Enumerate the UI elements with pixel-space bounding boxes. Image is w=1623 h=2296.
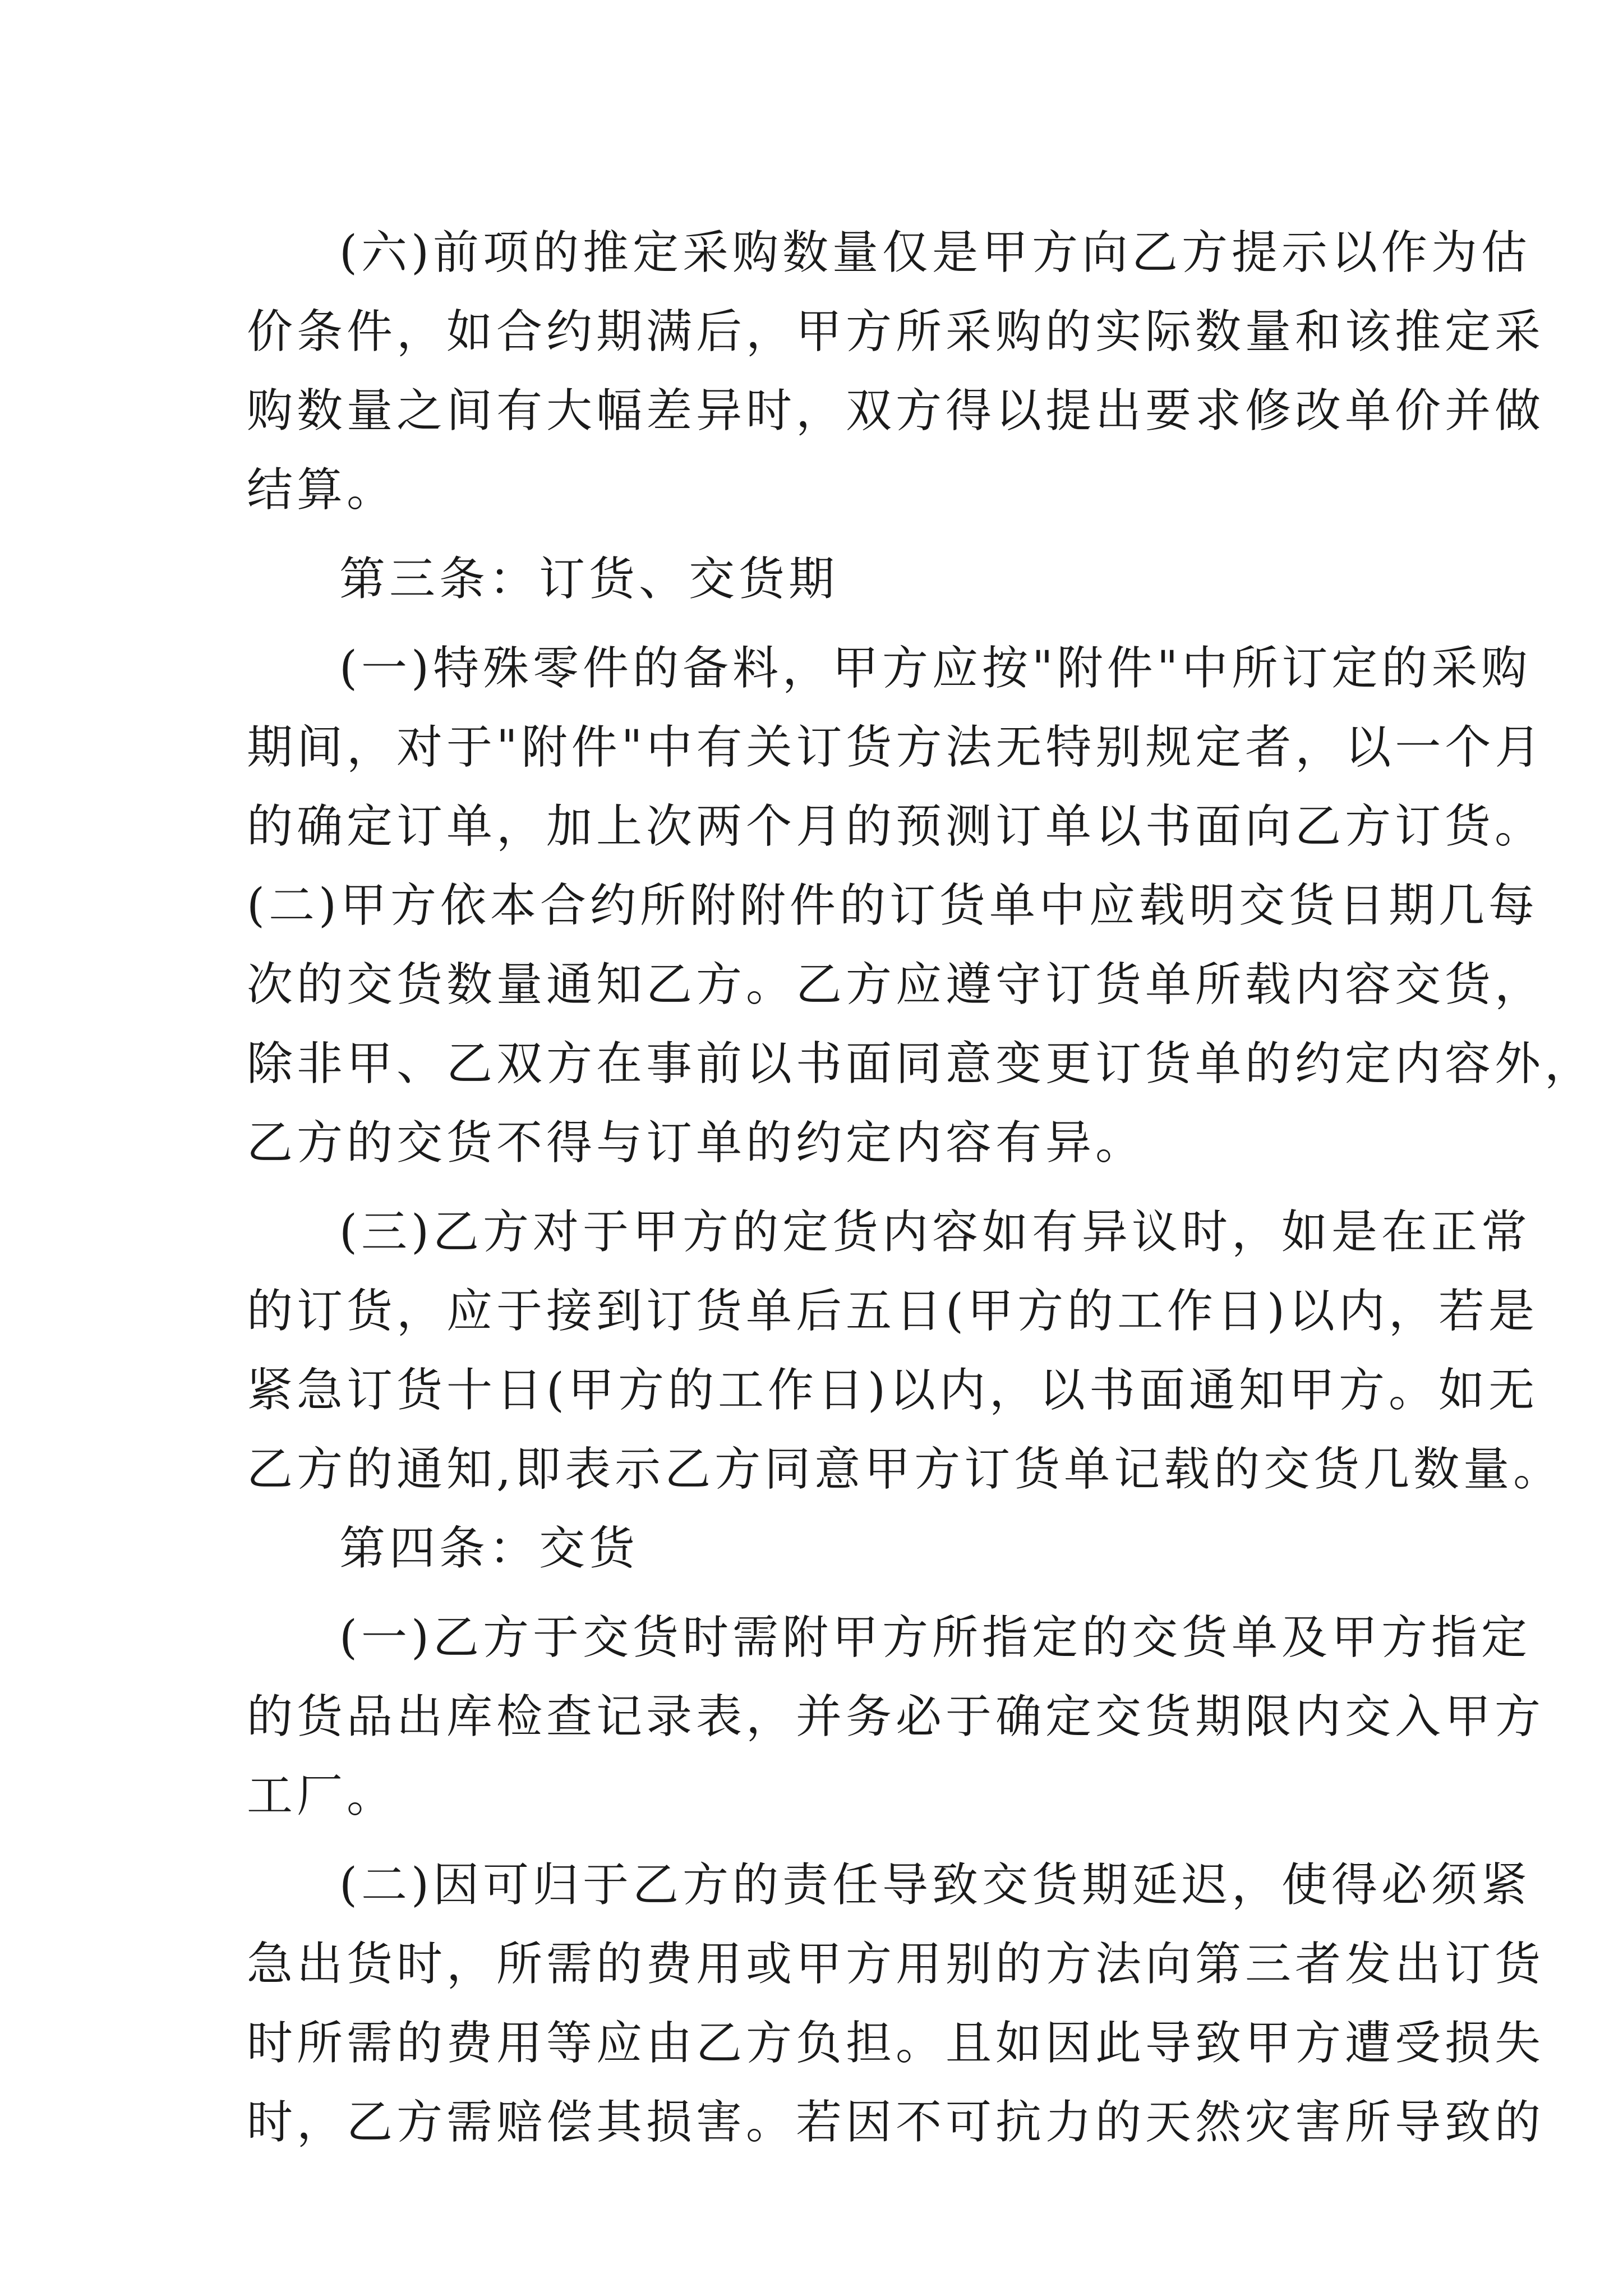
paragraph-line: (一)乙方于交货时需附甲方所指定的交货单及甲方指定: [339, 1611, 1531, 1664]
paragraph-line: (二)甲方依本合约所附附件的订货单中应载明交货日期几每: [247, 879, 1538, 932]
paragraph-gap: [247, 1182, 1391, 1193]
paragraph-gap: [247, 1588, 1391, 1598]
document-body: [247, 213, 1595, 2162]
paragraph-line: (二)因可归于乙方的责任导致交货期延迟，使得必须紧: [339, 1858, 1531, 1912]
section-heading: 第四条：交货: [339, 1522, 639, 1575]
paragraph-line: 除非甲、乙双方在事前以书面同意变更订货单的约定内容外，: [247, 1037, 1595, 1091]
paragraph-line: 价条件，如合约期满后，甲方所采购的实际数量和该推定采: [247, 305, 1545, 358]
paragraph-line: 的订货，应于接到订货单后五日(甲方的工作日)以内，若是: [247, 1285, 1538, 1338]
paragraph-line: 的货品出库检查记录表，并务必于确定交货期限内交入甲方: [247, 1690, 1545, 1743]
paragraph-line: 乙方的通知,即表示乙方同意甲方订货单记载的交货几数量。: [247, 1443, 1564, 1496]
paragraph-line: (一)特殊零件的备料，甲方应按"附件"中所订定的采购: [339, 642, 1532, 695]
section-heading: 第三条：订货、交货期: [339, 553, 839, 606]
paragraph-line: 结算。: [247, 463, 397, 517]
paragraph-gap: [247, 1835, 1391, 1846]
paragraph-line: 时，乙方需赔偿其损害。若因不可抗力的天然灾害所导致的: [247, 2096, 1545, 2149]
paragraph-line: 急出货时，所需的费用或甲方用别的方法向第三者发出订货: [247, 1938, 1545, 1991]
paragraph-line: 乙方的交货不得与订单的约定内容有异。: [247, 1116, 1146, 1170]
paragraph-gap: [247, 530, 1391, 540]
paragraph-line: 时所需的费用等应由乙方负担。且如因此导致甲方遭受损失: [247, 2017, 1545, 2070]
paragraph-line: 购数量之间有大幅差异时，双方得以提出要求修改单价并做: [247, 384, 1545, 438]
paragraph-line: 工厂。: [247, 1769, 397, 1823]
paragraph-line: 次的交货数量通知乙方。乙方应遵守订货单所载内容交货，: [247, 958, 1545, 1011]
paragraph-line: 紧急订货十日(甲方的工作日)以内，以书面通知甲方。如无: [247, 1364, 1538, 1417]
paragraph-line: (三)乙方对于甲方的定货内容如有异议时，如是在正常: [339, 1205, 1531, 1259]
paragraph-line: 期间，对于"附件"中有关订货方法无特别规定者，以一个月: [247, 721, 1545, 774]
paragraph-line: (六)前项的推定采购数量仅是甲方向乙方提示以作为估: [339, 226, 1531, 279]
paragraph-gap: [247, 619, 1391, 629]
paragraph-line: 的确定订单，加上次两个月的预测订单以书面向乙方订货。: [247, 800, 1545, 853]
